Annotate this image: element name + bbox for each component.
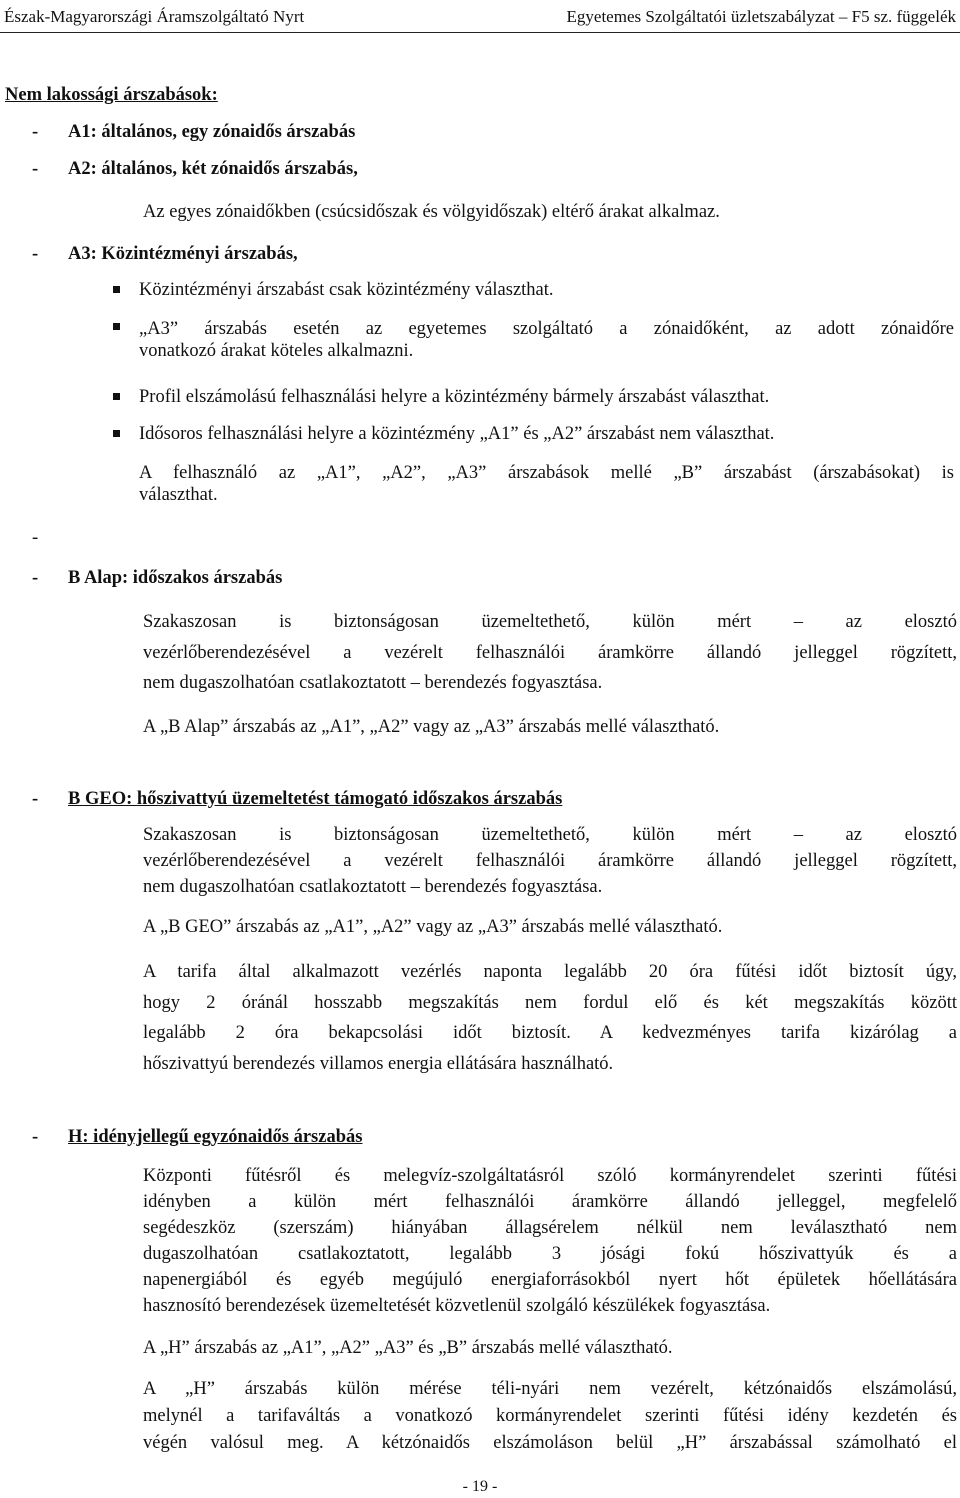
tariff-a3: A3: Közintézményi árszabás, bbox=[68, 244, 298, 264]
list-dash: - bbox=[32, 122, 39, 142]
h-description-line: idényben a külön mért felhasználói áramkörre állandó jelleggel, megfelelő bbox=[143, 1192, 957, 1212]
header-company: Észak-Magyarországi Áramszolgáltató Nyrt bbox=[4, 7, 305, 26]
b-geo-tariff-line: hőszivattyú berendezés villamos energia ellátására használható. bbox=[143, 1053, 614, 1074]
list-dash: - bbox=[32, 244, 39, 264]
h-description-line: segédeszköz (szerszám) hiányában állagsérelem nélkül nem leválasztható nem bbox=[143, 1218, 957, 1238]
h-billing-paragraph bbox=[143, 1376, 957, 1457]
a3-bullet-text: Idősoros felhasználási helyre a közintézmény „A1” és „A2” árszabást nem választhat. bbox=[139, 424, 775, 444]
tariff-a1: A1: általános, egy zónaidős árszabás bbox=[68, 122, 356, 142]
list-dash: - bbox=[32, 528, 39, 548]
b-geo-tariff-line: A tarifa által alkalmazott vezérlés naponta legalább 20 óra fűtési időt biztosít úgy, bbox=[143, 962, 957, 982]
h-billing-line: melynél a tarifaváltás a vonatkozó kormányrendelet szerinti fűtési idény kezdetén és bbox=[143, 1406, 957, 1426]
section-title: Nem lakossági árszabások: bbox=[5, 85, 218, 105]
tariff-a2-description: Az egyes zónaidőkben (csúcsidőszak és völgyidőszak) eltérő árakat alkalmaz. bbox=[143, 202, 720, 222]
list-dash: - bbox=[32, 568, 39, 588]
b-geo-description-line: Szakaszosan is biztonságosan üzemeltethető, külön mért – az elosztó bbox=[143, 825, 957, 845]
list-dash: - bbox=[32, 159, 39, 179]
b-alap-description-line: Szakaszosan is biztonságosan üzemeltethető, külön mért – az elosztó bbox=[143, 612, 957, 632]
tariff-b-geo-title: B GEO: hőszivattyú üzemeltetést támogató időszakos árszabás bbox=[68, 789, 563, 809]
tariff-a2: A2: általános, két zónaidős árszabás, bbox=[68, 159, 358, 179]
h-description bbox=[143, 1163, 957, 1319]
header-document: Egyetemes Szolgáltatói üzletszabályzat – F5 sz. függelék bbox=[566, 7, 956, 26]
square-bullet-icon bbox=[113, 393, 120, 400]
a3-bullet-text: Profil elszámolású felhasználási helyre a közintézmény bármely árszabást választhat. bbox=[139, 387, 770, 407]
h-note: A „H” árszabás az „A1”, „A2” „A3” és „B” árszabás mellé választható. bbox=[143, 1338, 673, 1358]
a3-bullet-text: Közintézményi árszabást csak közintézmény választhat. bbox=[139, 280, 554, 300]
b-alap-description-line: nem dugaszolhatóan csatlakoztatott – berendezés fogyasztása. bbox=[143, 673, 603, 693]
b-geo-note: A „B GEO” árszabás az „A1”, „A2” vagy az „A3” árszabás mellé választható. bbox=[143, 917, 723, 937]
square-bullet-icon bbox=[113, 286, 120, 293]
page-number: - 19 - bbox=[462, 1478, 498, 1495]
a3-bullet-paragraph bbox=[139, 318, 954, 362]
b-alap-description-line: vezérlőberendezésével a vezérelt felhasználói áramkörre állandó jelleggel rögzített, bbox=[143, 642, 957, 663]
b-geo-tariff-line: hogy 2 óránál hosszabb megszakítás nem fordul elő és két megszakítás között bbox=[143, 992, 957, 1013]
h-billing-line: végén valósul meg. A kétzónaidős elszámoláson belül „H” árszabással számolható el bbox=[143, 1433, 957, 1453]
tariff-b-alap-title: B Alap: időszakos árszabás bbox=[68, 568, 283, 588]
h-billing-line: A „H” árszabás külön mérése téli-nyári nem vezérelt, kétzónaidős elszámolású, bbox=[143, 1379, 957, 1399]
b-geo-description-line: nem dugaszolhatóan csatlakoztatott – berendezés fogyasztása. bbox=[143, 877, 603, 897]
b-alap-note: A „B Alap” árszabás az „A1”, „A2” vagy az „A3” árszabás mellé választható. bbox=[143, 717, 720, 737]
tariff-h-title: H: idényjellegű egyzónaidős árszabás bbox=[68, 1127, 363, 1147]
b-geo-description-line: vezérlőberendezésével a vezérelt felhasználói áramkörre állandó jelleggel rögzített, bbox=[143, 851, 957, 871]
b-geo-tariff-paragraph bbox=[143, 957, 957, 1079]
a3-bullet-line: „A3” árszabás esetén az egyetemes szolgáltató a zónaidőként, az adott zónaidőre bbox=[139, 319, 954, 339]
a3-note-line: A felhasználó az „A1”, „A2”, „A3” árszabások mellé „B” árszabást (árszabásokat) is bbox=[139, 463, 954, 483]
list-dash: - bbox=[32, 789, 39, 809]
a3-note-line: választhat. bbox=[139, 485, 218, 505]
h-description-line: hasznosító berendezések üzemeltetését közvetlenül szolgáló készülékek fogyasztása. bbox=[143, 1296, 771, 1316]
list-dash: - bbox=[32, 1127, 39, 1147]
page-header bbox=[0, 0, 960, 33]
square-bullet-icon bbox=[113, 323, 120, 330]
h-description-line: Központi fűtésről és melegvíz-szolgáltatásról szóló kormányrendelet szerinti fűtési bbox=[143, 1166, 957, 1186]
h-description-line: dugaszolhatóan csatlakoztatott, legalább 3 jósági fokú hőszivattyúk és a bbox=[143, 1244, 957, 1264]
b-alap-description bbox=[143, 607, 957, 699]
square-bullet-icon bbox=[113, 430, 120, 437]
h-description-line: napenergiából és egyéb megújuló energiaforrásokból nyert hőt épületek hőellátására bbox=[143, 1270, 957, 1290]
a3-bullet-line: vonatkozó árakat köteles alkalmazni. bbox=[139, 341, 414, 361]
a3-note-paragraph bbox=[139, 462, 954, 506]
b-geo-tariff-line: legalább 2 óra bekapcsolási időt biztosít. A kedvezményes tarifa kizárólag a bbox=[143, 1023, 957, 1043]
b-geo-description bbox=[143, 822, 957, 900]
